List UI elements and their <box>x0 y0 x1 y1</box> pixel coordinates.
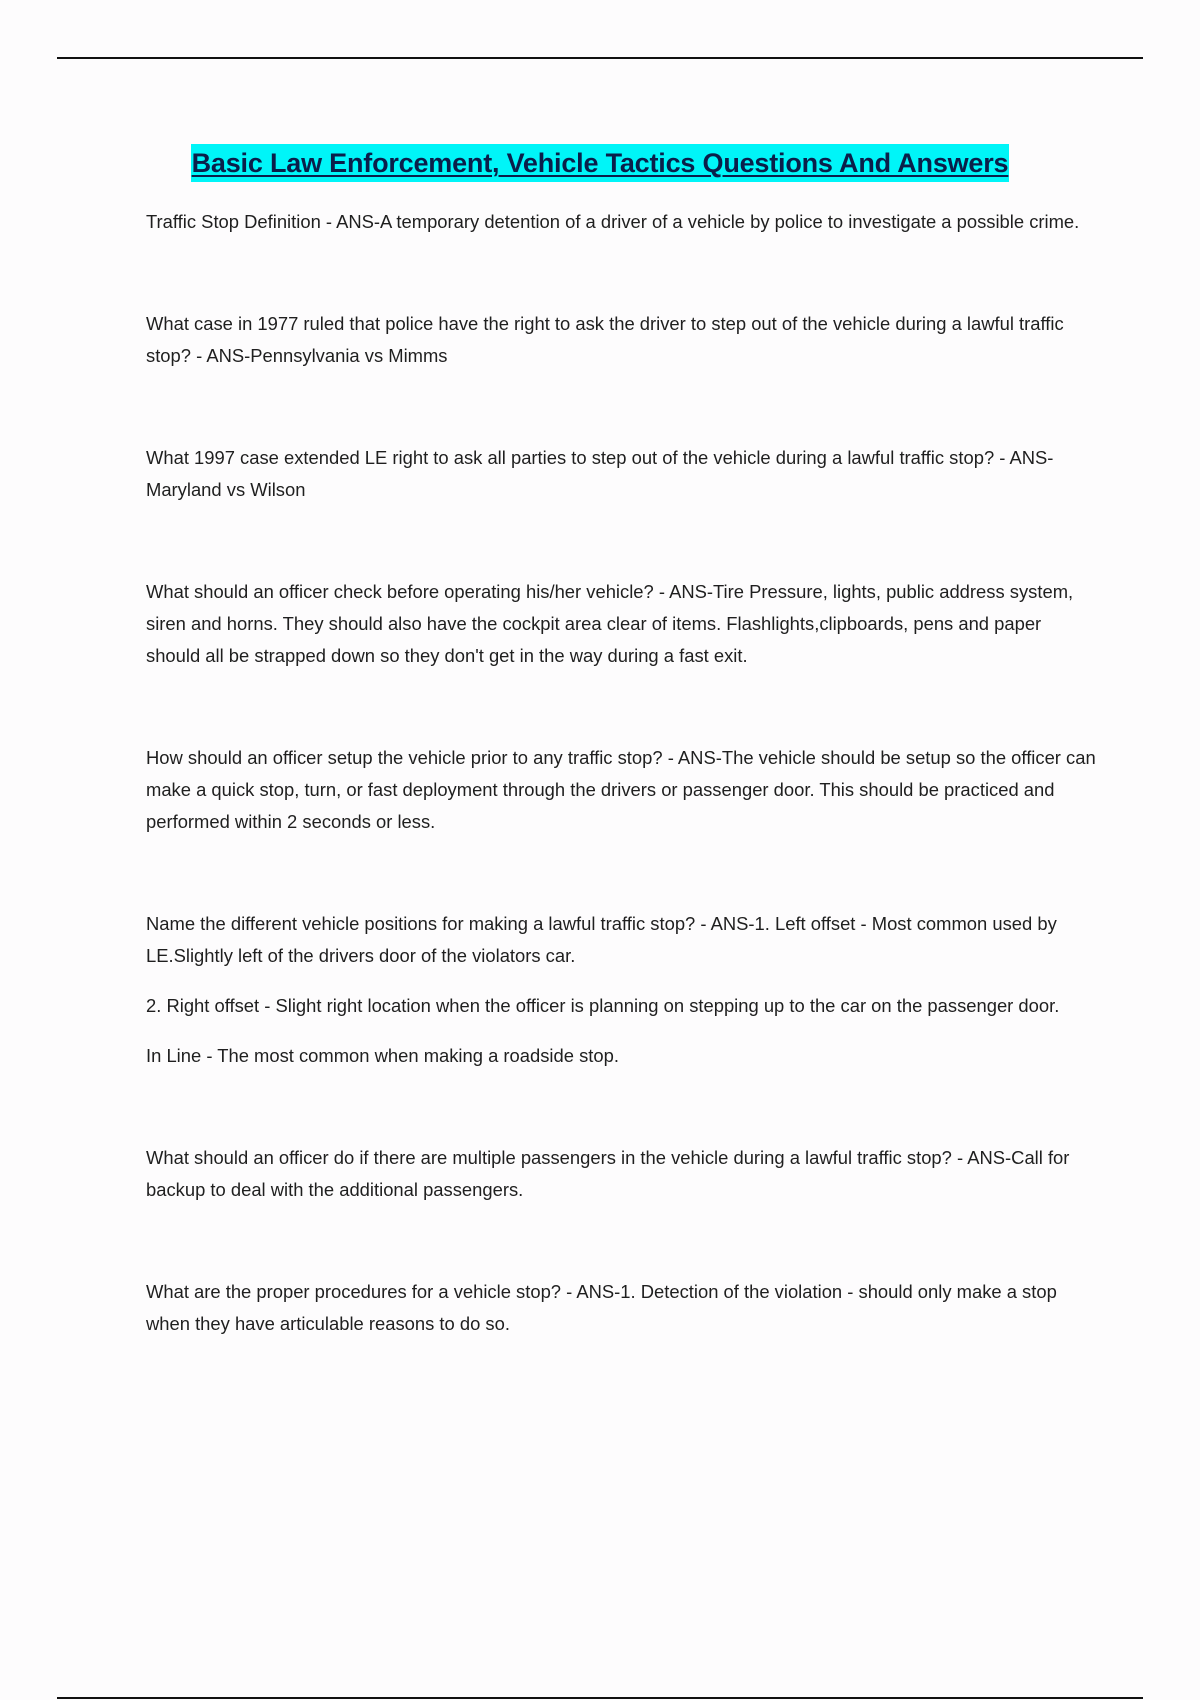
qa-paragraph: 2. Right offset - Slight right location when the officer is planning on stepping up to the car on the passenger door. <box>146 995 1060 1016</box>
qa-entry <box>146 308 1096 372</box>
title-container <box>0 144 1200 182</box>
footer-rule <box>57 1697 1143 1699</box>
qa-paragraph: How should an officer setup the vehicle prior to any traffic stop? - ANS-The vehicle should be setup so the officer can make a quick stop, turn, or fast deployment through the drivers or passenger door. This should be practiced and performed within 2 seconds or less. <box>146 747 1096 832</box>
qa-entry <box>146 206 1096 238</box>
qa-paragraph: Traffic Stop Definition - ANS-A temporary detention of a driver of a vehicle by police to investigate a possible crime. <box>146 211 1080 232</box>
qa-entry <box>146 742 1096 838</box>
qa-paragraph: What should an officer do if there are multiple passengers in the vehicle during a lawful traffic stop? - ANS-Call for backup to deal with the additional passengers. <box>146 1147 1070 1200</box>
qa-paragraph: What case in 1977 ruled that police have the right to ask the driver to step out of the vehicle during a lawful traffic stop? - ANS-Pennsylvania vs Mimms <box>146 313 1064 366</box>
header-rule <box>57 57 1143 59</box>
qa-paragraph: What are the proper procedures for a vehicle stop? - ANS-1. Detection of the violation - should only make a stop when they have articulable reasons to do so. <box>146 1281 1057 1334</box>
qa-list <box>146 206 1096 1340</box>
qa-paragraph: In Line - The most common when making a roadside stop. <box>146 1045 619 1066</box>
document-title: Basic Law Enforcement, Vehicle Tactics Questions And Answers <box>191 144 1010 182</box>
qa-entry <box>146 442 1096 506</box>
qa-entry <box>146 1276 1096 1340</box>
qa-entry <box>146 908 1096 1072</box>
qa-entry <box>146 576 1096 672</box>
qa-paragraph: What should an officer check before operating his/her vehicle? - ANS-Tire Pressure, lights, public address system, siren and horns. They should also have the cockpit area clear of items. Flashlights,clipboards, pens and paper should all be strapped down so they don't get in the way during a fast exit. <box>146 581 1074 666</box>
qa-paragraph: Name the different vehicle positions for making a lawful traffic stop? - ANS-1. Left offset - Most common used by LE.Slightly left of the drivers door of the violators car. <box>146 913 1057 966</box>
qa-entry <box>146 1142 1096 1206</box>
qa-paragraph: What 1997 case extended LE right to ask all parties to step out of the vehicle during a lawful traffic stop? - ANS-Maryland vs Wilson <box>146 447 1054 500</box>
